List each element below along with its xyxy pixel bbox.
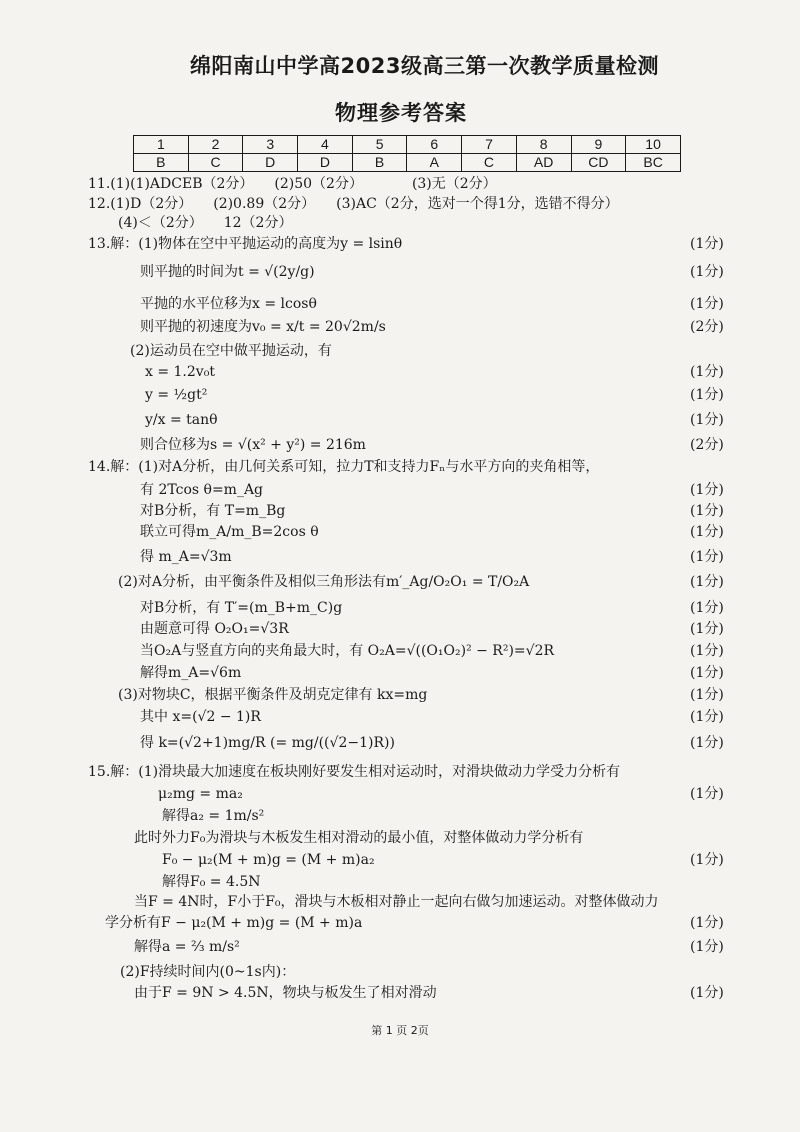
answer-key-number-row	[134, 136, 681, 154]
line-text: 平抛的水平位移为x = lcosθ	[140, 296, 317, 312]
line-text: 13.解：(1)物体在空中平抛运动的高度为y = lsinθ	[88, 236, 403, 252]
answer-cell: C	[462, 154, 517, 172]
answer-line	[0, 232, 800, 256]
line-text: μ₂mg = ma₂	[158, 786, 243, 802]
line-score: (1分)	[690, 786, 724, 802]
answer-line	[0, 545, 800, 569]
line-text: y/x = tanθ	[145, 412, 218, 428]
line-text: 解得F₀ = 4.5N	[162, 874, 261, 890]
answer-cell: BC	[626, 154, 681, 172]
line-text: 当F = 4N时，F小于F₀，滑块与木板相对静止一起向右做匀加速运动。对整体做动力	[134, 894, 659, 910]
answer-line	[0, 383, 800, 407]
answer-line	[0, 782, 800, 806]
line-text: 由于F = 9N > 4.5N，物块与板发生了相对滑动	[134, 985, 437, 1001]
line-score: (1分)	[690, 264, 724, 280]
line-text: 其中 x=(√2 − 1)R	[140, 709, 261, 725]
line-text: 11.(1)(1)ADCEB（2分） (2)50（2分） (3)无（2分）	[88, 176, 497, 192]
answer-cell: B	[352, 154, 407, 172]
line-score: (1分)	[690, 524, 724, 540]
answer-cell: D	[298, 154, 353, 172]
question-number: 7	[462, 136, 517, 154]
answer-line	[0, 570, 800, 594]
line-score: (1分)	[690, 709, 724, 725]
answer-line	[0, 848, 800, 872]
line-score: (1分)	[690, 687, 724, 703]
answer-line	[0, 804, 800, 828]
line-text: 解得a = ⅔ m/s²	[134, 939, 240, 955]
question-number: 2	[188, 136, 243, 154]
line-score: (1分)	[690, 482, 724, 498]
answer-line	[0, 731, 800, 755]
page-footer: 第 1 页 2页	[371, 1024, 429, 1037]
line-text: 有 2Tcos θ=m_Ag	[140, 482, 264, 498]
answer-line	[0, 260, 800, 284]
line-text: y = ½gt²	[145, 387, 208, 403]
line-score: (1分)	[690, 735, 724, 751]
line-text: 12.(1)D（2分） (2)0.89（2分） (3)AC（2分，选对一个得1分，选错不得分）	[88, 196, 619, 212]
answer-line	[0, 315, 800, 339]
line-score: (1分)	[690, 665, 724, 681]
line-score: (1分)	[690, 236, 724, 252]
line-text: 则合位移为s = √(x² + y²) = 216m	[140, 437, 366, 453]
line-text: 对B分析，有 T=m_Bg	[140, 503, 286, 519]
line-score: (1分)	[690, 939, 724, 955]
answer-line	[0, 360, 800, 384]
line-score: (1分)	[690, 296, 724, 312]
line-score: (1分)	[690, 549, 724, 565]
answer-line	[0, 408, 800, 432]
question-number: 6	[407, 136, 462, 154]
line-score: (1分)	[690, 364, 724, 380]
line-text: 15.解：(1)滑块最大加速度在板块刚好要发生相对运动时，对滑块做动力学受力分析有	[88, 764, 621, 780]
answer-line	[0, 292, 800, 316]
answer-line	[0, 760, 800, 784]
line-text: 当O₂A与竖直方向的夹角最大时，有 O₂A=√((O₁O₂)² − R²)=√2R	[140, 643, 555, 659]
answer-line	[0, 935, 800, 959]
question-number: 1	[134, 136, 189, 154]
line-score: (1分)	[690, 574, 724, 590]
answer-cell: A	[407, 154, 462, 172]
answer-line	[0, 639, 800, 663]
answer-cell: C	[188, 154, 243, 172]
question-number: 3	[243, 136, 298, 154]
answer-line	[0, 455, 800, 479]
line-text: 由题意可得 O₂O₁=√3R	[140, 621, 289, 637]
line-score: (1分)	[690, 643, 724, 659]
answer-line	[0, 617, 800, 641]
line-text: 则平抛的时间为t = √(2y/g)	[140, 264, 315, 280]
line-score: (1分)	[690, 412, 724, 428]
line-text: 联立可得m_A/m_B=2cos θ	[140, 524, 319, 540]
line-text: (4)＜（2分） 12（2分）	[118, 215, 293, 231]
line-score: (2分)	[690, 437, 724, 453]
question-number: 9	[571, 136, 626, 154]
line-text: (2)F持续时间内(0~1s内)：	[120, 964, 296, 980]
line-text: (3)对物块C，根据平衡条件及胡克定律有 kx=mg	[118, 687, 428, 703]
line-score: (1分)	[690, 852, 724, 868]
answer-line	[0, 683, 800, 707]
line-score: (2分)	[690, 319, 724, 335]
answer-cell: CD	[571, 154, 626, 172]
line-score: (1分)	[690, 915, 724, 931]
line-text: 解得a₂ = 1m/s²	[162, 808, 265, 824]
answer-key-table	[133, 135, 681, 172]
answer-line	[0, 911, 800, 935]
document-title: 绵阳南山中学高2023级高三第一次教学质量检测	[190, 54, 659, 78]
answer-key-answer-row	[134, 154, 681, 172]
line-text: 得 k=(√2+1)mg/R (= mg/((√2−1)R))	[140, 735, 395, 751]
answer-line	[0, 520, 800, 544]
line-text: x = 1.2v₀t	[145, 364, 215, 380]
line-score: (1分)	[690, 503, 724, 519]
line-text: 则平抛的初速度为v₀ = x/t = 20√2m/s	[140, 319, 386, 335]
answer-line	[0, 661, 800, 685]
line-text: 14.解：(1)对A分析，由几何关系可知，拉力T和支持力Fₙ与水平方向的夹角相等，	[88, 459, 600, 475]
line-score: (1分)	[690, 621, 724, 637]
answer-cell: AD	[516, 154, 571, 172]
document-subtitle: 物理参考答案	[335, 101, 467, 125]
answer-cell: B	[134, 154, 189, 172]
line-text: 学分析有F − μ₂(M + m)g = (M + m)a	[105, 915, 363, 931]
line-text: (2)对A分析，由平衡条件及相似三角形法有m′_Ag/O₂O₁ = T/O₂A	[118, 574, 530, 590]
line-text: F₀ − μ₂(M + m)g = (M + m)a₂	[162, 852, 375, 868]
line-text: 得 m_A=√3m	[140, 549, 232, 565]
line-text: 对B分析，有 T′=(m_B+m_C)g	[140, 600, 343, 616]
answer-line	[0, 826, 800, 850]
line-score: (1分)	[690, 985, 724, 1001]
question-number: 5	[352, 136, 407, 154]
line-text: 解得m_A=√6m	[140, 665, 242, 681]
line-text: (2)运动员在空中做平抛运动，有	[130, 343, 332, 359]
answer-line	[0, 433, 800, 457]
question-number: 4	[298, 136, 353, 154]
line-text: 此时外力F₀为滑块与木板发生相对滑动的最小值，对整体做动力学分析有	[134, 830, 584, 846]
question-number: 10	[626, 136, 681, 154]
answer-cell: D	[243, 154, 298, 172]
answer-line	[0, 981, 800, 1005]
question-number: 8	[516, 136, 571, 154]
line-score: (1分)	[690, 600, 724, 616]
line-score: (1分)	[690, 387, 724, 403]
answer-line	[0, 705, 800, 729]
